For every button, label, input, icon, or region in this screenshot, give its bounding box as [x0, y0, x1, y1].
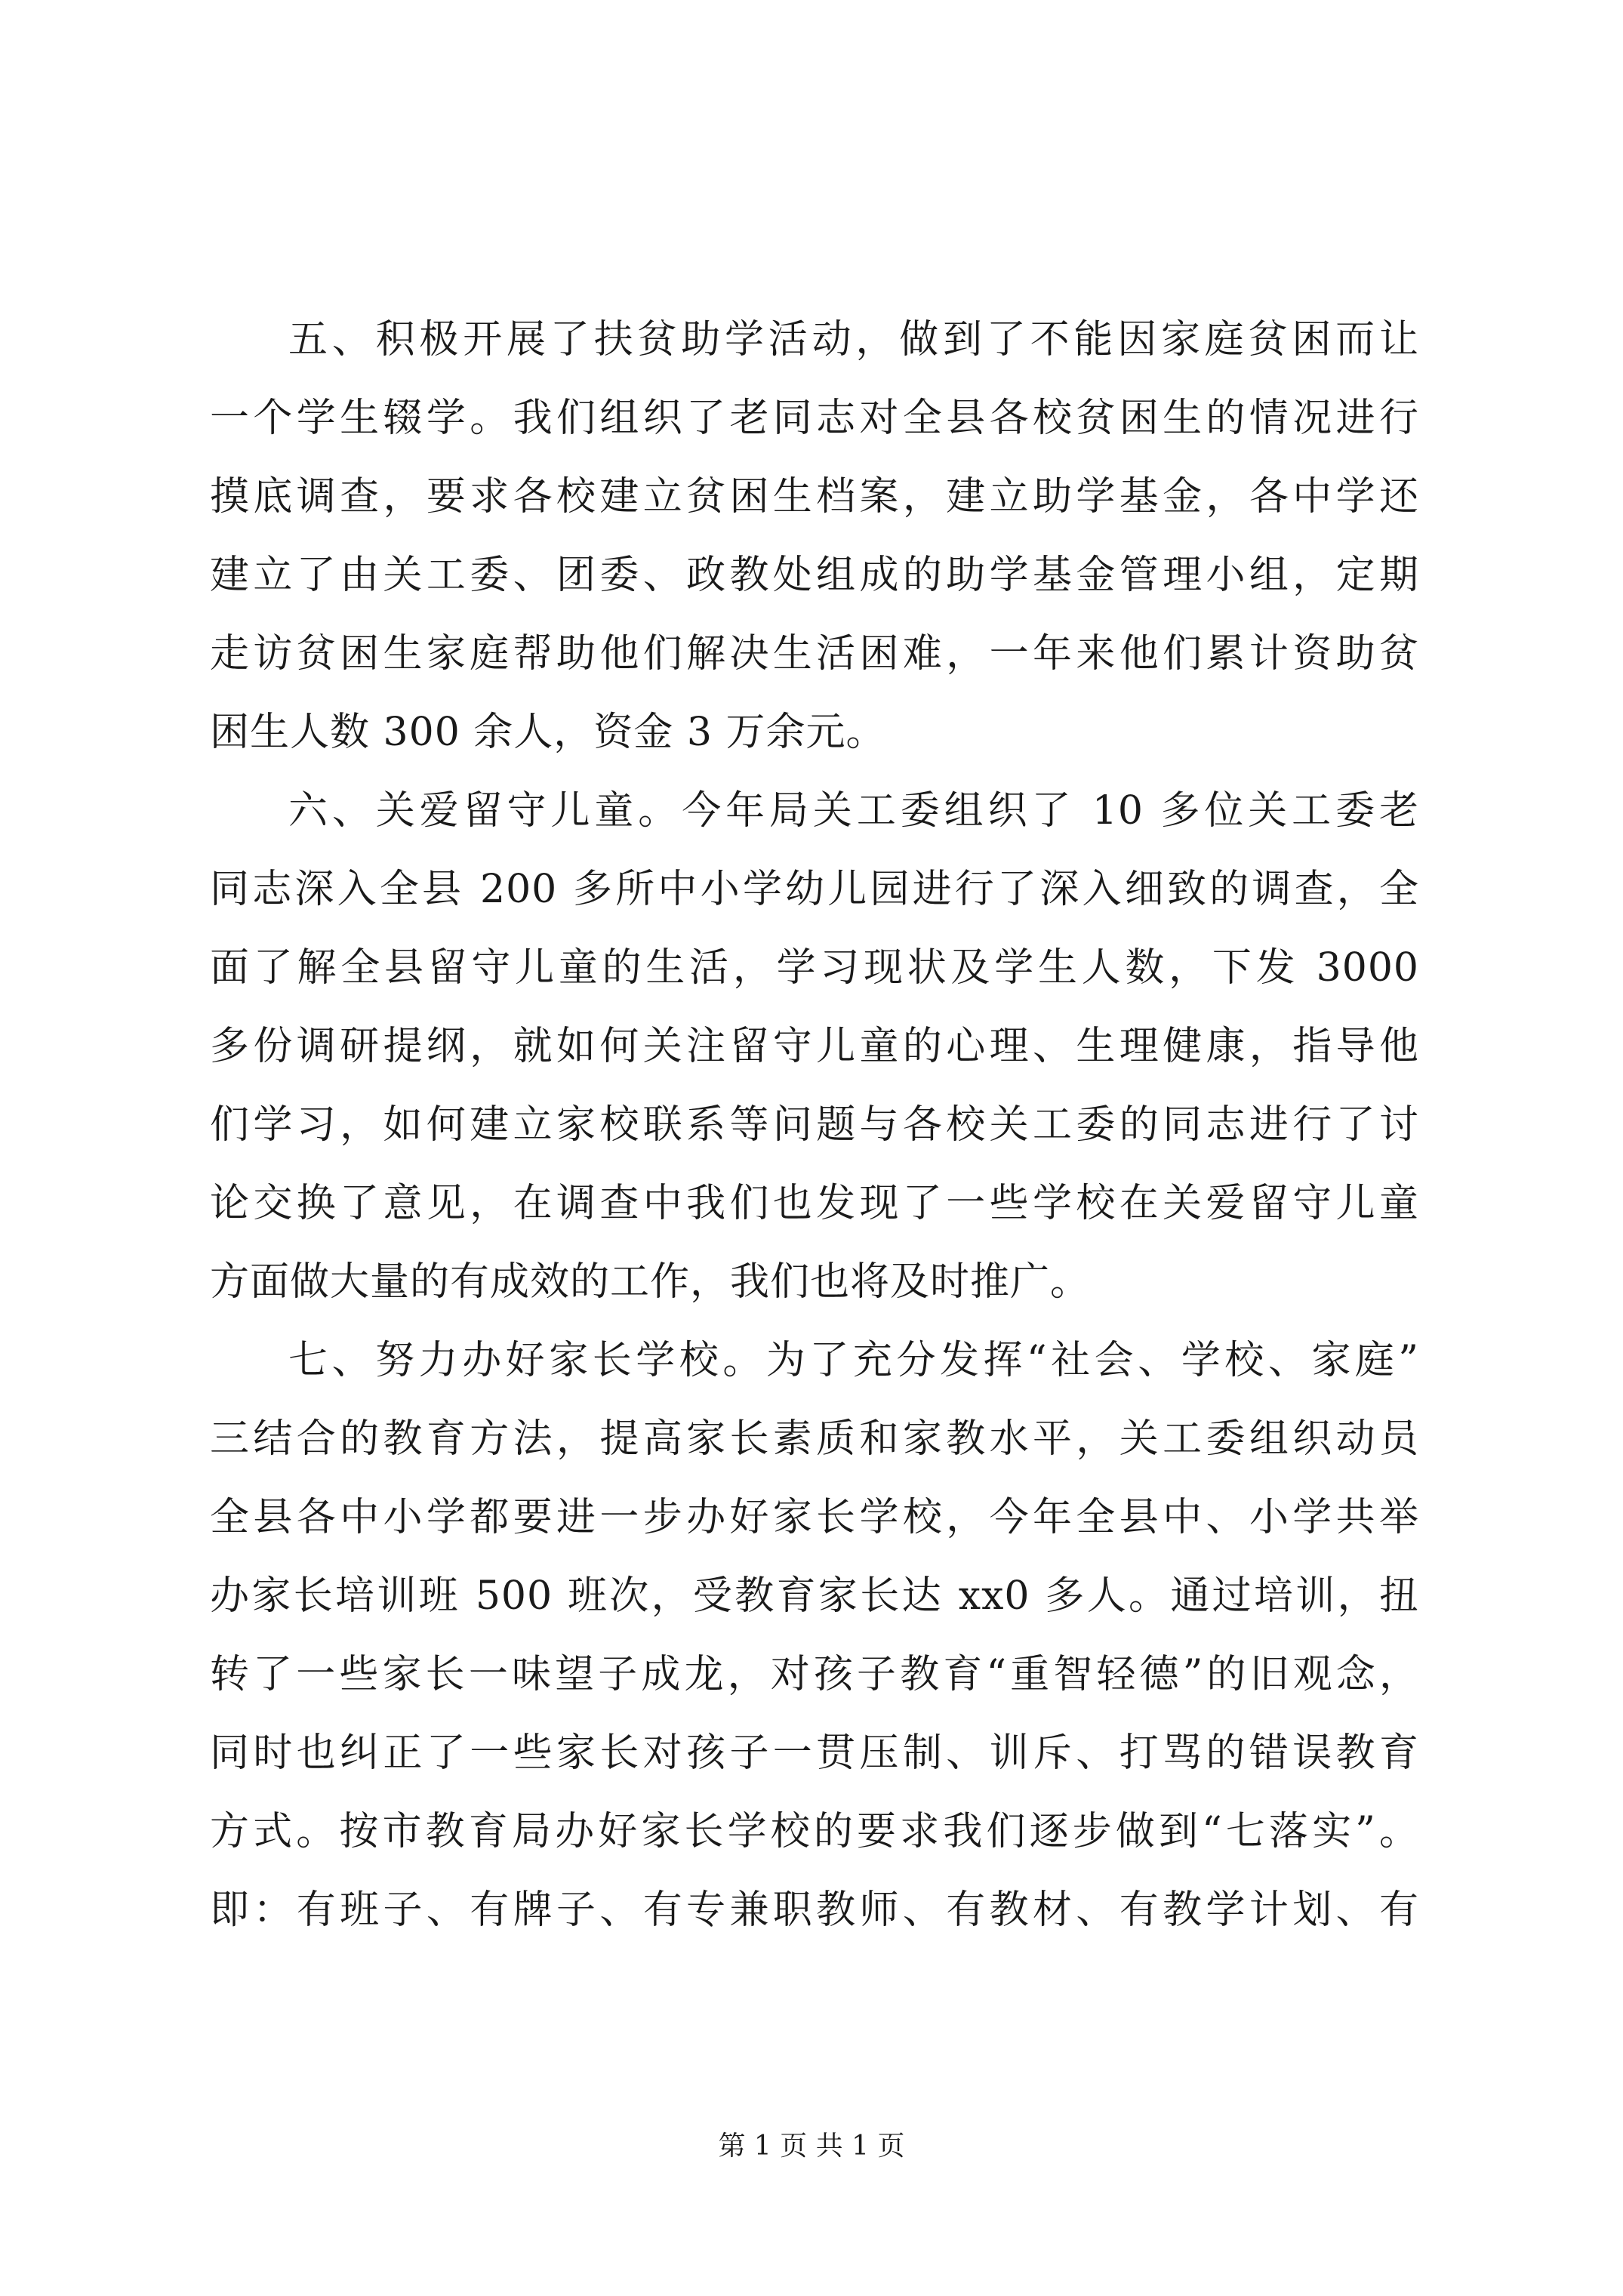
- text-line: 七、努力办好家长学校。为了充分发挥“社会、学校、家庭”: [288, 1338, 1419, 1383]
- text-line: 同时也纠正了一些家长对孩子一贯压制、训斥、打骂的错误教育: [210, 1730, 1419, 1776]
- text-line: 们学习，如何建立家校联系等问题与各校关工委的同志进行了讨: [210, 1102, 1419, 1148]
- text-line: 五、积极开展了扶贫助学活动，做到了不能因家庭贫困而让: [288, 317, 1419, 362]
- text-line: 办家长培训班 500 班次，受教育家长达 xx0 多人。通过培训，扭: [210, 1573, 1419, 1619]
- page-footer: [0, 2128, 1623, 2165]
- text-line: 走访贫困生家庭帮助他们解决生活困难，一年来他们累计资助贫: [210, 631, 1419, 676]
- document-body: [210, 300, 1419, 1949]
- text-line: 一个学生辍学。我们组织了老同志对全县各校贫困生的情况进行: [210, 396, 1419, 441]
- paragraph-5-poverty-aid: [210, 300, 1419, 772]
- paragraph-7-parent-school: [210, 1321, 1419, 1949]
- text-line: 困生人数 300 余人，资金 3 万余元。: [210, 710, 886, 755]
- page-number-label: 第 1 页 共 1 页: [718, 2131, 905, 2162]
- text-line: 全县各中小学都要进一步办好家长学校，今年全县中、小学共举: [210, 1495, 1419, 1540]
- text-line: 六、关爱留守儿童。今年局关工委组织了 10 多位关工委老: [288, 788, 1419, 834]
- text-line: 同志深入全县 200 多所中小学幼儿园进行了深入细致的调查，全: [210, 867, 1419, 912]
- text-line: 三结合的教育方法，提高家长素质和家教水平，关工委组织动员: [210, 1416, 1419, 1462]
- text-line: 即：有班子、有牌子、有专兼职教师、有教材、有教学计划、有: [210, 1888, 1419, 1933]
- text-line: 多份调研提纲，就如何关注留守儿童的心理、生理健康，指导他: [210, 1024, 1419, 1069]
- text-line: 摸底调查，要求各校建立贫困生档案，建立助学基金，各中学还: [210, 474, 1419, 519]
- paragraph-6-left-behind-children: [210, 772, 1419, 1321]
- text-line: 转了一些家长一味望子成龙，对孩子教育“重智轻德”的旧观念，: [210, 1652, 1419, 1697]
- text-line: 方面做大量的有成效的工作，我们也将及时推广。: [210, 1259, 1091, 1305]
- text-line: 建立了由关工委、团委、政教处组成的助学基金管理小组，定期: [210, 553, 1419, 598]
- text-line: 论交换了意见，在调查中我们也发现了一些学校在关爱留守儿童: [210, 1181, 1419, 1226]
- text-line: 方式。按市教育局办好家长学校的要求我们逐步做到“七落实”。: [210, 1809, 1419, 1854]
- text-line: 面了解全县留守儿童的生活，学习现状及学生人数，下发 3000: [210, 945, 1419, 991]
